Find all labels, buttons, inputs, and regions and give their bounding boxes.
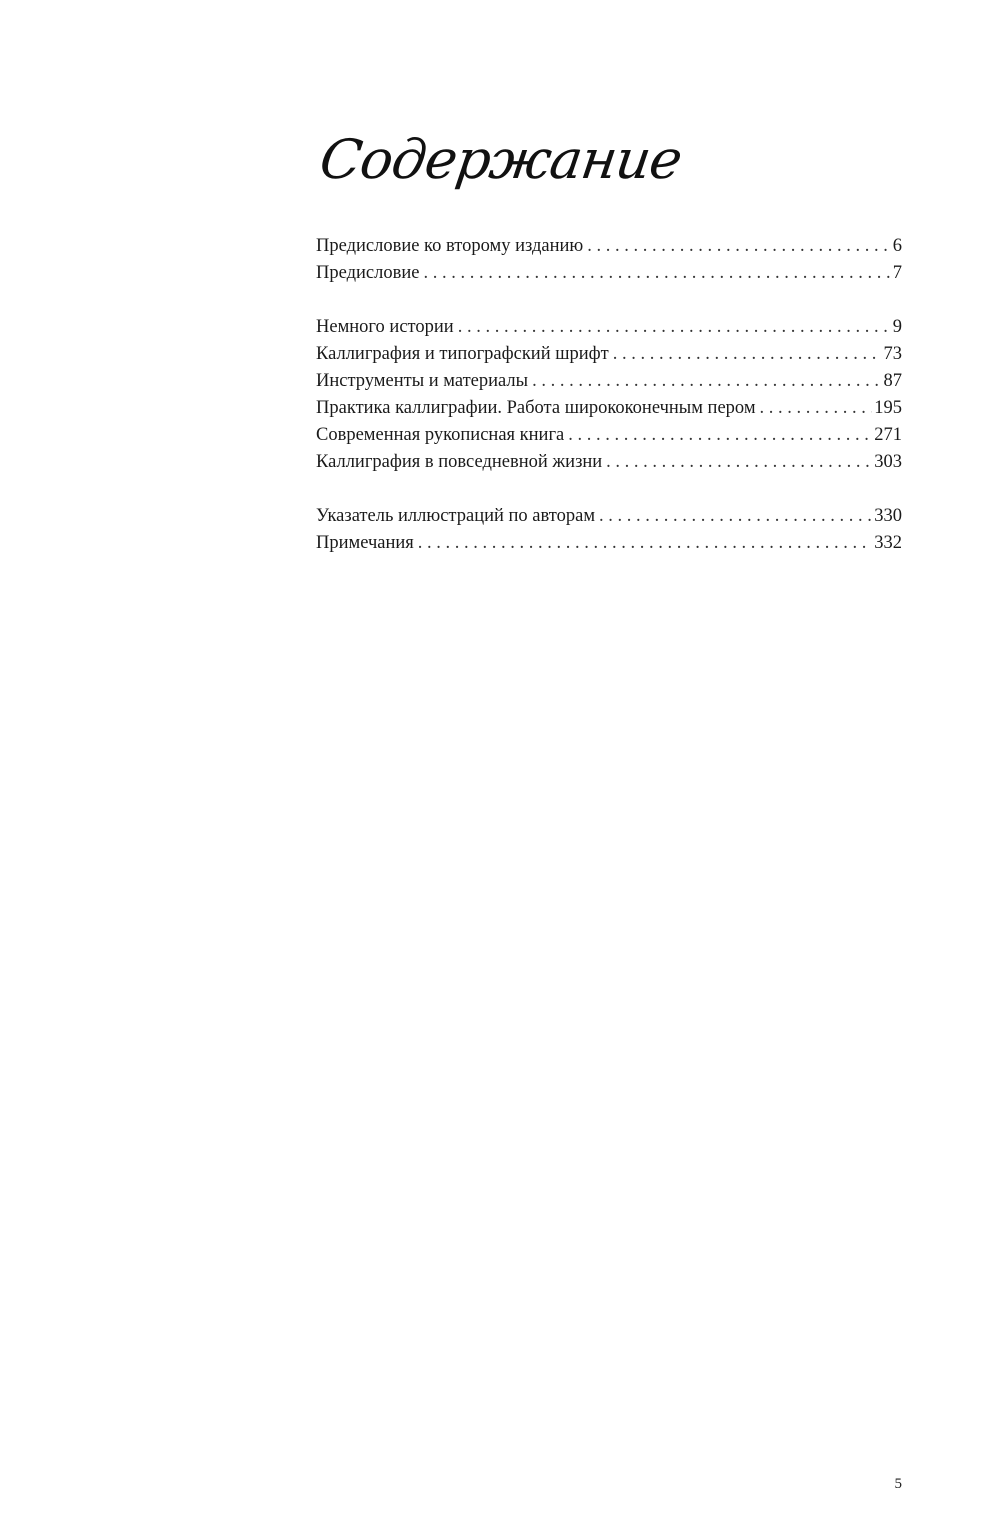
toc-dot-leader [423,260,890,287]
toc-entry[interactable] [316,314,902,341]
toc-dot-leader [458,314,891,341]
toc-entry-title: Практика каллиграфии. Работа ширококонечным пером [316,398,756,418]
toc-entry-page: 9 [892,317,902,337]
toc-entry[interactable] [316,233,902,260]
toc-entry[interactable] [316,341,902,368]
toc-dot-leader [418,530,872,557]
toc-dot-leader [568,422,872,449]
toc-entry[interactable] [316,503,902,530]
toc-dot-leader [587,233,891,260]
toc-entry[interactable] [316,395,902,422]
toc-entry-page: 7 [892,263,902,283]
toc-entry[interactable] [316,368,902,395]
toc-entry-page: 303 [874,452,902,472]
page-title: Содержание [316,128,686,191]
toc-entry-page: 332 [874,533,902,553]
toc-entry-title: Инструменты и материалы [316,371,529,391]
toc-entry-page: 195 [874,398,902,418]
toc-entry-title: Примечания [316,533,414,553]
toc-entry[interactable] [316,260,902,287]
toc-dot-leader [613,341,882,368]
toc-entry[interactable] [316,422,902,449]
toc-entry-title: Предисловие [316,263,420,283]
toc-dot-leader [760,395,873,422]
toc-entry-page: 6 [892,236,902,256]
toc-group-chapters [316,314,902,476]
toc-dot-leader [532,368,881,395]
toc-entry-title: Каллиграфия в повседневной жизни [316,452,603,472]
toc-entry-title: Немного истории [316,317,454,337]
toc-dot-leader [606,449,872,476]
toc-group-front-matter [316,233,902,287]
toc-entry-page: 330 [874,506,902,526]
toc-entry-page: 73 [883,344,902,364]
toc-entry-page: 87 [883,371,902,391]
page-number: 5 [894,1476,902,1492]
toc-entry-title: Каллиграфия и типографский шрифт [316,344,609,364]
toc-entry-page: 271 [874,425,902,445]
toc-entry-title: Указатель иллюстраций по авторам [316,506,596,526]
table-of-contents [316,233,902,584]
toc-group-back-matter [316,503,902,557]
toc-dot-leader [599,503,872,530]
toc-entry[interactable] [316,530,902,557]
toc-entry[interactable] [316,449,902,476]
toc-entry-title: Современная рукописная книга [316,425,565,445]
toc-entry-title: Предисловие ко второму изданию [316,236,584,256]
